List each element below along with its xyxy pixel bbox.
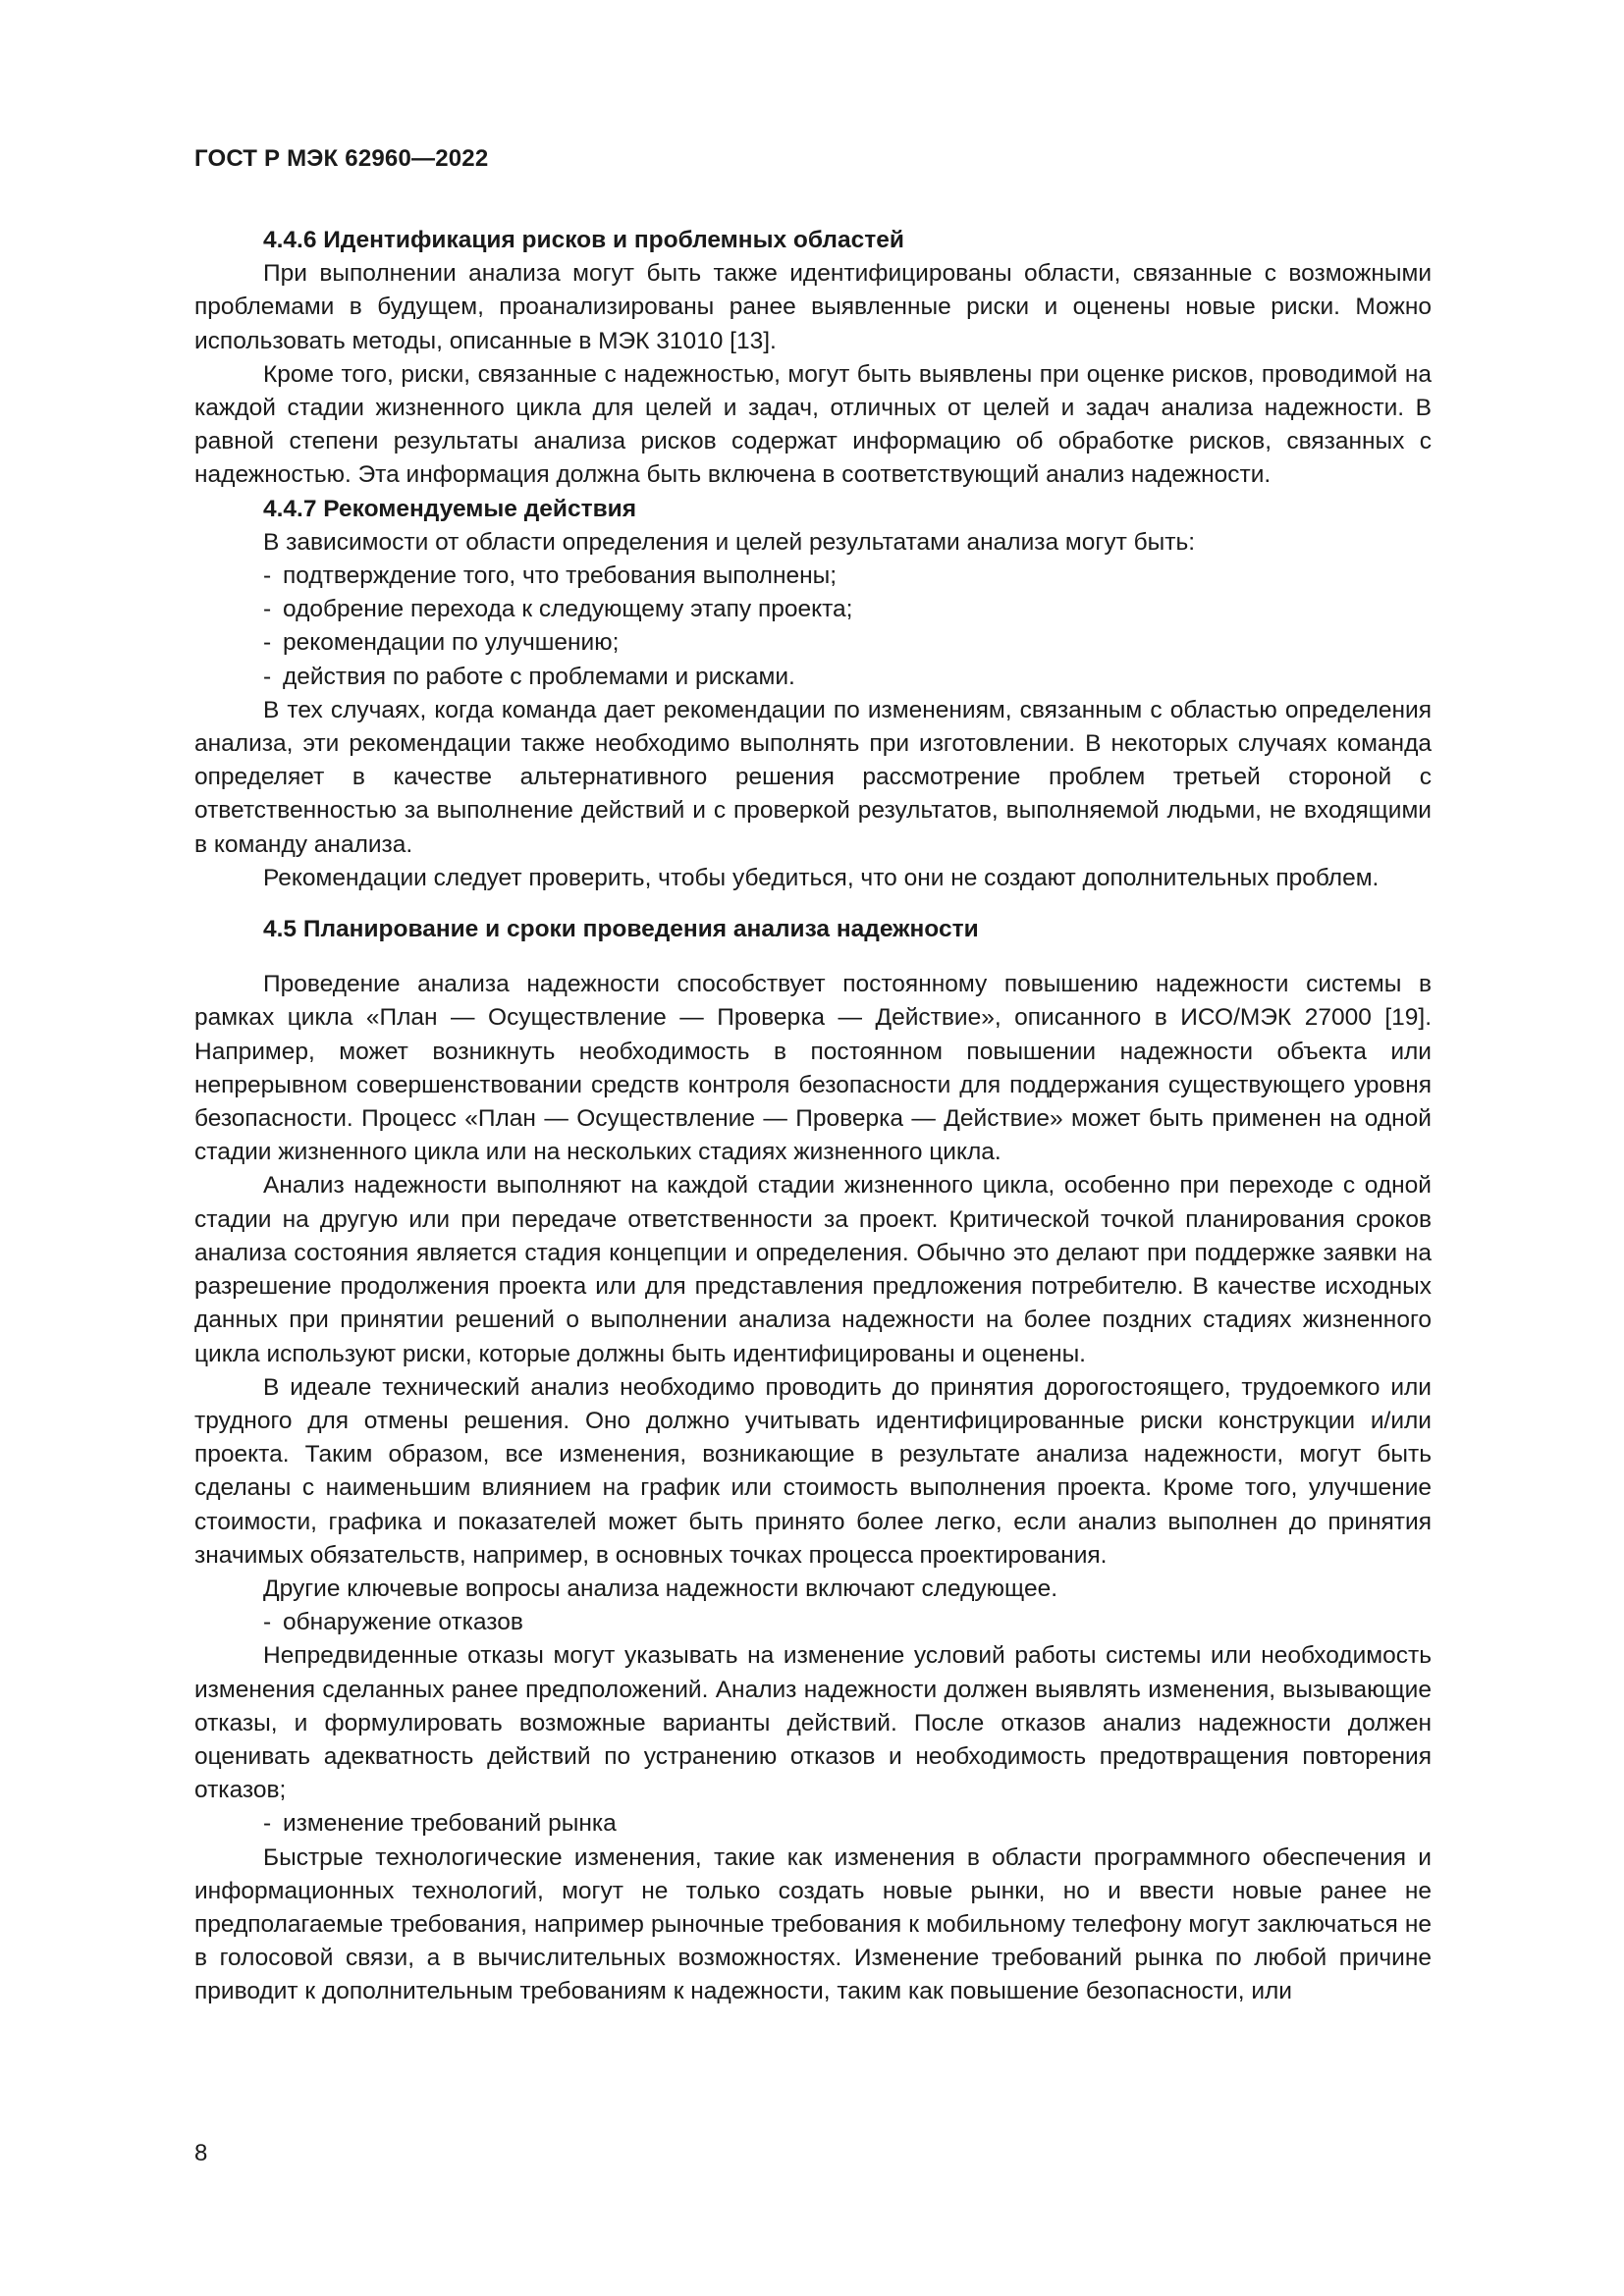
paragraph: Проведение анализа надежности способствует постоянному повышению надежности системы в рамках цикла «План — Осуществление — Проверка — Действие», описанного в ИСО/МЭК 27000 [19]. Например, может возникнуть необходимость в постоянном повышении надежности объекта или непрерывном совершенствовании средств контроля безопасности для поддержания существующего уровня безопасности. Процесс «План — Осуществление — Проверка — Действие» может быть применен на одной стадии жизненного цикла или на нескольких стадиях жизненного цикла. xyxy=(194,971,1432,1166)
section-4-4-7-heading: 4.4.7 Рекомендуемые действия xyxy=(263,495,637,522)
list-item: - обнаружение отказов xyxy=(263,1609,523,1636)
list-item: - одобрение перехода к следующему этапу проекта; xyxy=(263,596,853,623)
paragraph: Анализ надежности выполняют на каждой стадии жизненного цикла, особенно при переходе с одной стадии на другую или при передаче ответственности за проект. Критической точкой планирования сроков анализа состояния является стадия концепции и определения. Обычно это делают при поддержке заявки на разрешение продолжения проекта или для представления предложения потребителю. В качестве исходных данных при принятии решений о выполнении анализа надежности на более поздних стадиях жизненного цикла используют риски, которые должны быть идентифицированы и оценены. xyxy=(194,1172,1432,1367)
paragraph: При выполнении анализа могут быть также идентифицированы области, связанные с возможными проблемами в будущем, проанализированы ранее выявленные риски и оценены новые риски. Можно использовать методы, описанные в МЭК 31010 [13]. xyxy=(194,260,1432,354)
document-body xyxy=(194,224,1432,2009)
document-header: ГОСТ Р МЭК 62960—2022 xyxy=(194,145,489,172)
paragraph: Непредвиденные отказы могут указывать на изменение условий работы системы или необходимость изменения сделанных ранее предположений. Анализ надежности должен выявлять изменения, вызывающие отказы, и формулировать возможные варианты действий. После отказов анализ надежности должен оценивать адекватность действий по устранению отказов и необходимость предотвращения повторения отказов; xyxy=(194,1642,1432,1804)
paragraph: В зависимости от области определения и целей результатами анализа могут быть: xyxy=(263,528,1196,556)
section-4-5-heading: 4.5 Планирование и сроки проведения анализа надежности xyxy=(263,916,979,943)
list-item: - действия по работе с проблемами и рисками. xyxy=(263,663,795,690)
list-item: - рекомендации по улучшению; xyxy=(263,629,620,657)
list-item: - подтверждение того, что требования выполнены; xyxy=(263,562,838,590)
paragraph: Другие ключевые вопросы анализа надежности включают следующее. xyxy=(263,1575,1058,1602)
paragraph: В идеале технический анализ необходимо проводить до принятия дорогостоящего, трудоемкого или трудного для отмены решения. Оно должно учитывать идентифицированные риски конструкции и/или проекта. Таким образом, все изменения, возникающие в результате анализа надежности, могут быть сделаны с наименьшим влиянием на график или стоимость выполнения проекта. Кроме того, улучшение стоимости, графика и показателей может быть принято более легко, если анализ выполнен до принятия значимых обязательств, например, в основных точках процесса проектирования. xyxy=(194,1373,1432,1569)
paragraph: Кроме того, риски, связанные с надежностью, могут быть выявлены при оценке рисков, проводимой на каждой стадии жизненного цикла для целей и задач, отличных от целей и задач анализа надежности. В равной степени результаты анализа рисков содержат информацию об обработке рисков, связанных с надежностью. Эта информация должна быть включена в соответствующий анализ надежности. xyxy=(194,360,1432,489)
section-4-4-6-heading: 4.4.6 Идентификация рисков и проблемных областей xyxy=(263,227,904,253)
paragraph: Быстрые технологические изменения, такие как изменения в области программного обеспечения и информационных технологий, могут не только создать новые рынки, но и ввести новые ранее не предполагаемые требования, например рыночные требования к мобильному телефону могут заключаться не в голосовой связи, а в вычислительных возможностях. Изменение требований рынка по любой причине приводит к дополнительным требованиям к надежности, таким как повышение безопасности, или xyxy=(194,1843,1432,2005)
page-number: 8 xyxy=(194,2140,208,2166)
paragraph: Рекомендации следует проверить, чтобы убедиться, что они не создают дополнительных проблем. xyxy=(263,864,1380,891)
list-item: - изменение требований рынка xyxy=(263,1810,617,1838)
paragraph: В тех случаях, когда команда дает рекомендации по изменениям, связанным с областью определения анализа, эти рекомендации также необходимо выполнять при изготовлении. В некоторых случаях команда определяет в качестве альтернативного решения рассмотрение проблем третьей стороной с ответственностью за выполнение действий и с проверкой результатов, выполняемой людьми, не входящими в команду анализа. xyxy=(194,696,1432,858)
